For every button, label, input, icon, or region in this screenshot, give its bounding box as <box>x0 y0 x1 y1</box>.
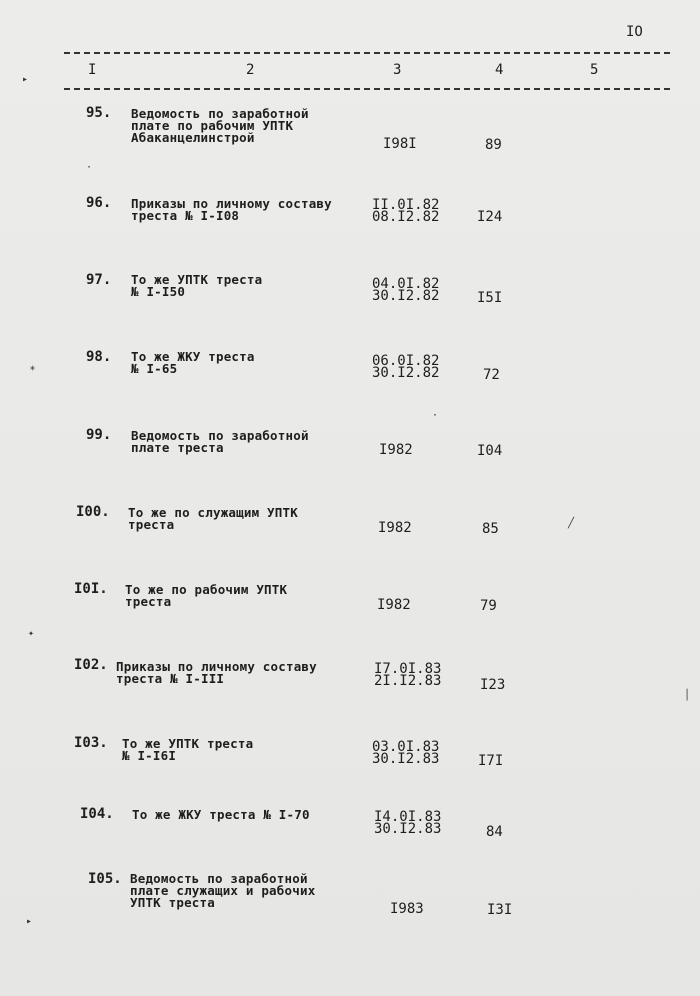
entry-title: Приказы по личному составу треста № I-III <box>116 659 317 686</box>
entry-title: То же по рабочим УПТК треста <box>125 582 288 609</box>
entry-title: Приказы по личному составу треста № I-I08 <box>131 196 332 223</box>
table-row <box>0 272 700 312</box>
entry-count: I7I <box>478 753 504 769</box>
table-row <box>0 504 700 544</box>
entry-dates: I7.0I.83 2I.I2.83 <box>374 661 442 689</box>
header-rule-top <box>64 52 670 54</box>
scan-speck: ✦ <box>28 628 35 639</box>
scan-speck: · <box>432 410 439 421</box>
table-row <box>0 427 700 467</box>
entry-number: 96. <box>86 195 112 211</box>
entry-dates: 04.0I.82 30.I2.82 <box>372 276 440 304</box>
entry-dates: I982 <box>378 520 412 536</box>
table-row <box>0 871 700 918</box>
table-row <box>0 195 700 235</box>
entry-title: Ведомость по заработной плате по рабочим УПТК Абаканцелинстрой <box>131 106 309 145</box>
entry-count: 72 <box>483 367 500 383</box>
entry-dates: I982 <box>379 442 413 458</box>
entry-number: 99. <box>86 427 112 443</box>
entry-title: То же ЖКУ треста № I-70 <box>132 807 310 822</box>
entry-count: 89 <box>485 137 502 153</box>
scan-speck: ╱ <box>568 518 575 529</box>
table-row <box>0 806 700 846</box>
table-row <box>0 657 700 697</box>
entry-count: I24 <box>477 209 503 225</box>
entry-count: I5I <box>477 290 503 306</box>
entry-count: 85 <box>482 521 499 537</box>
scan-speck: │ <box>684 690 691 701</box>
entry-count: I3I <box>487 902 513 918</box>
entry-dates: I98I <box>383 136 417 152</box>
entry-number: I03. <box>74 735 108 751</box>
scan-speck: ▸ <box>26 916 33 927</box>
entry-number: 98. <box>86 349 112 365</box>
entry-title: То же УПТК треста № I-I50 <box>131 272 263 299</box>
column-header-1: I <box>88 62 97 78</box>
entry-title: Ведомость по заработной плате служащих и рабочих УПТК треста <box>130 871 316 910</box>
entry-count: I04 <box>477 443 503 459</box>
table-row <box>0 735 700 775</box>
entry-title: То же УПТК треста № I-I6I <box>122 736 254 763</box>
entry-count: 84 <box>486 824 503 840</box>
entry-number: I00. <box>76 504 110 520</box>
header-rule-bottom <box>64 88 670 90</box>
entry-number: I0I. <box>74 581 108 597</box>
table-row <box>0 349 700 389</box>
column-header-3: 3 <box>393 62 402 78</box>
entry-title: То же ЖКУ треста № I-65 <box>131 349 255 376</box>
entry-title: То же по служащим УПТК треста <box>128 505 298 532</box>
entry-number: 95. <box>86 105 112 121</box>
entry-count: I23 <box>480 677 506 693</box>
entry-dates: I982 <box>377 597 411 613</box>
column-header-2: 2 <box>246 62 255 78</box>
entry-dates: 06.0I.82 30.I2.82 <box>372 353 440 381</box>
scan-speck: ▸ <box>22 74 29 85</box>
entry-number: I05. <box>88 871 122 887</box>
entry-number: 97. <box>86 272 112 288</box>
entry-number: I04. <box>80 806 114 822</box>
column-header-5: 5 <box>590 62 599 78</box>
entry-dates: I4.0I.83 30.I2.83 <box>374 809 442 837</box>
entry-dates: 03.0I.83 30.I2.83 <box>372 739 440 767</box>
entry-number: I02. <box>74 657 108 673</box>
table-row <box>0 105 700 153</box>
page-number: IO <box>626 24 643 40</box>
entry-title: Ведомость по заработной плате треста <box>131 428 309 455</box>
table-row <box>0 581 700 621</box>
entry-dates: I983 <box>390 901 424 917</box>
column-header-4: 4 <box>495 62 504 78</box>
scan-speck: · <box>86 162 93 173</box>
scan-speck: ⁎ <box>30 362 35 373</box>
entry-count: 79 <box>480 598 497 614</box>
entry-dates: II.0I.82 08.I2.82 <box>372 197 440 225</box>
